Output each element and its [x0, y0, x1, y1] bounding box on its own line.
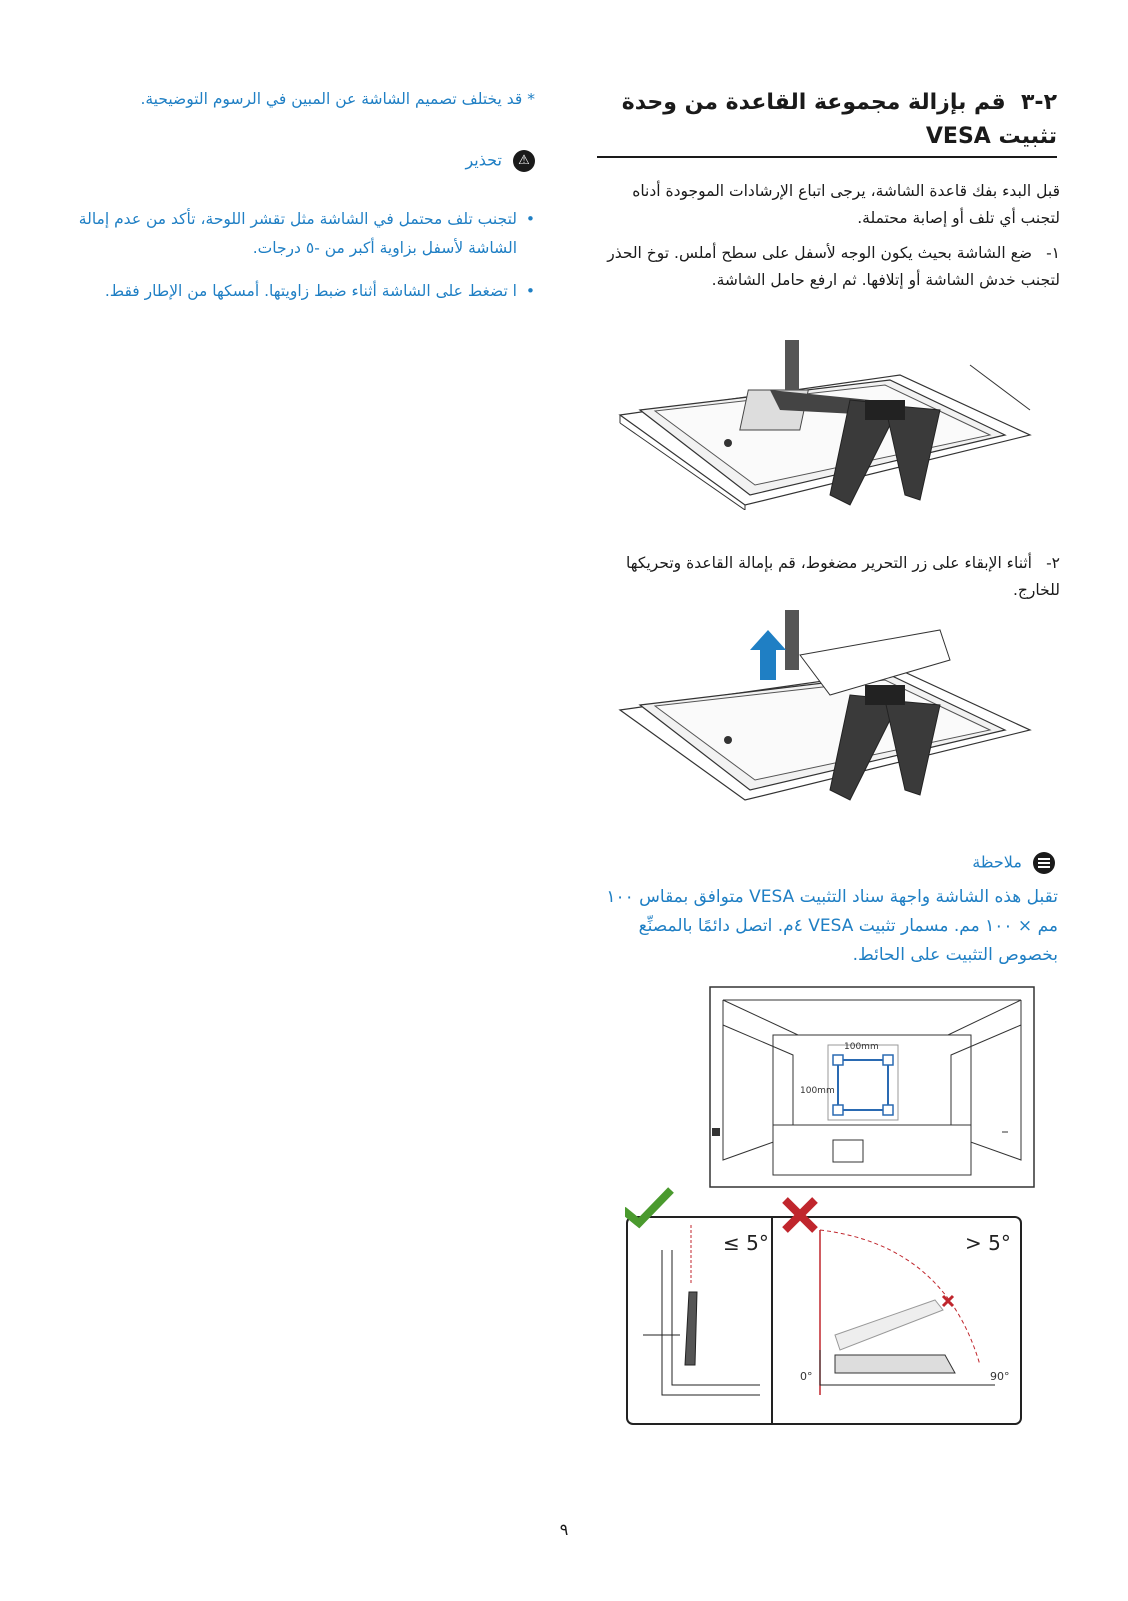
section-number: ٢-٣	[1020, 90, 1057, 115]
step-1-number: ١-	[1046, 244, 1060, 262]
vesa-mount-diagram	[708, 985, 1036, 1190]
step-1	[600, 240, 1060, 294]
intro-paragraph: قبل البدء بفك قاعدة الشاشة، يرجى اتباع الإرشادات الموجودة أدناه لتجنب أي تلف أو إصابة محتملة.	[632, 182, 1060, 227]
vesa-height-label: 100mm	[800, 1086, 835, 1096]
warning-item-2: • ا تضغط على الشاشة أثناء ضبط زاويتها. أمسكها من الإطار فقط.	[55, 277, 535, 306]
warning-icon: ⚠	[513, 150, 535, 172]
section-title-line1: قم بإزالة مجموعة القاعدة من وحدة	[621, 90, 1006, 115]
tilt-bad-label: > 5°	[965, 1231, 1011, 1255]
section-title	[595, 86, 1057, 154]
warning-list	[55, 205, 535, 320]
step-2-text: أثناء الإبقاء على زر التحرير مضغوط، قم بإمالة القاعدة وتحريكها للخارج.	[626, 554, 1060, 599]
tilt-angle-diagram	[625, 1185, 1025, 1430]
tilt-ok-label: ≤ 5°	[723, 1231, 769, 1255]
note-body: تقبل هذه الشاشة واجهة سناد التثبيت VESA متوافق بمقاس ١٠٠ مم × ١٠٠ مم. مسمار تثبيت VESA ٤م. اتصل دائمًا بالمصنِّع بخصوص التثبيت على الحائط.	[606, 887, 1058, 965]
design-disclaimer: * قد يختلف تصميم الشاشة عن المبين في الرسوم التوضيحية.	[140, 90, 535, 108]
note-heading	[960, 852, 1055, 874]
page-number: ٩	[559, 1520, 569, 1539]
remove-stand-illustration-1	[610, 335, 1035, 510]
arrow-up-icon	[750, 630, 786, 680]
angle-ninety-label: 90°	[990, 1370, 1010, 1383]
title-rule	[597, 156, 1057, 158]
warning-item-1: • لتجنب تلف محتمل في الشاشة مثل تقشر اللوحة، تأكد من عدم إمالة الشاشة لأسفل بزاوية أكبر من -٥ درجات.	[55, 205, 535, 263]
step-2-number: ٢-	[1046, 554, 1060, 572]
warning-heading-label: تحذير	[465, 150, 502, 170]
section-title-line2: تثبيت VESA	[925, 124, 1057, 149]
vesa-width-label: 100mm	[844, 1042, 879, 1052]
step-2	[600, 550, 1060, 604]
angle-zero-label: 0°	[800, 1370, 813, 1383]
step-1-text: ضع الشاشة بحيث يكون الوجه لأسفل على سطح أملس. توخ الحذر لتجنب خدش الشاشة أو إتلافها. ثم ارفع حامل الشاشة.	[607, 244, 1060, 289]
note-icon	[1033, 852, 1055, 874]
warning-heading	[420, 150, 535, 172]
remove-stand-illustration-2	[610, 600, 1035, 805]
note-heading-label: ملاحظة	[972, 852, 1022, 872]
